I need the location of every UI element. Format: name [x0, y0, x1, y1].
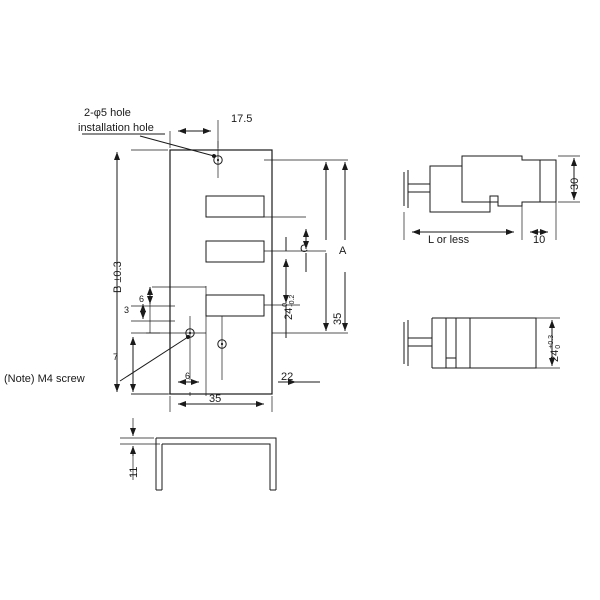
side-view-top-geometry [404, 156, 556, 212]
dim-24-front-group [282, 295, 296, 320]
dim-B-label: B ±0.3 [112, 261, 124, 293]
dim-6-upper-label: 6 [139, 294, 145, 304]
dim-24-side-label: 24 [548, 349, 561, 362]
dim-24-front-label: 24 [282, 307, 295, 320]
dim-L-label: L or less [428, 234, 470, 246]
front-plate-outline [170, 150, 272, 394]
dim-22-label: 22 [281, 371, 294, 383]
side-view-bottom-geometry [404, 318, 536, 368]
dim-30-label: 30 [569, 177, 581, 190]
hole-callout-line1: 2-φ5 hole [84, 107, 131, 119]
dim-35-right-label: 35 [332, 312, 344, 325]
dim-24-side-tolerance: +0.3 0 [548, 334, 562, 349]
front-plate-slots [206, 196, 264, 316]
dim-10-label: 10 [533, 234, 546, 246]
dim-24-front-tolerance: 0 -0.2 [282, 294, 296, 307]
dim-35-bottom-label: 35 [209, 393, 222, 405]
dim-17_5 [170, 120, 218, 148]
front-left-extension-lines [131, 150, 175, 394]
dim-24-side-group [548, 335, 562, 362]
hole-callout-line2: installation hole [78, 122, 154, 134]
dim-A-label: A [339, 245, 347, 257]
dim-7-label: 7 [113, 352, 119, 362]
dim-C-label: C [300, 243, 308, 255]
dim-11-label: 11 [128, 466, 140, 478]
section-view-geometry [156, 438, 276, 490]
dim-3-label: 3 [124, 305, 130, 315]
dim-17_5-label: 17.5 [231, 113, 253, 125]
dim-6-lower-label: 6 [185, 371, 191, 381]
m4-screw-note: (Note) M4 screw [4, 373, 85, 385]
